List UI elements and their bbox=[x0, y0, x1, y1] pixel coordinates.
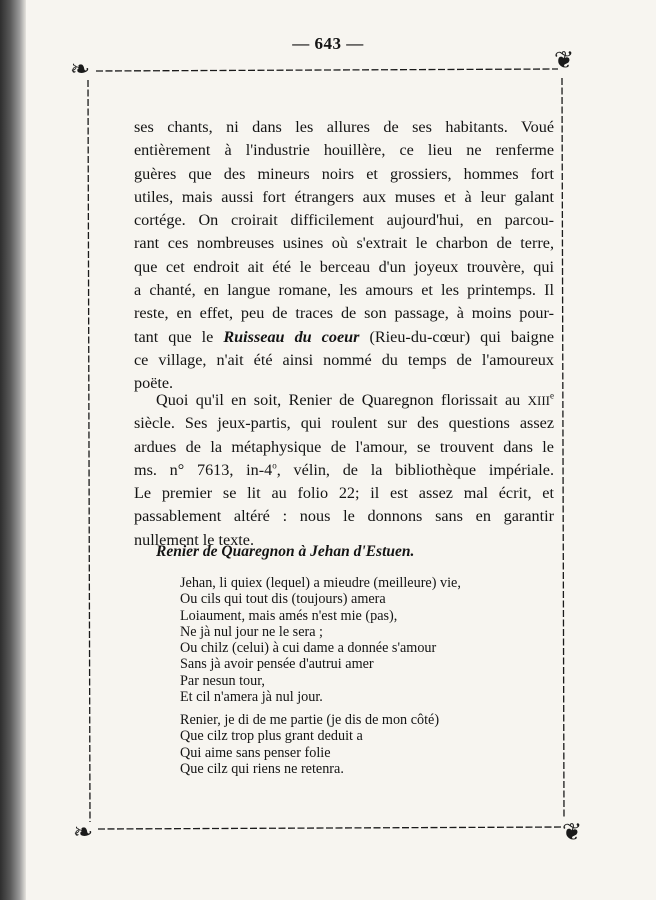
verse-line: Renier, je di de me partie (je dis de mon côté) bbox=[180, 712, 440, 728]
text-run: Quoi qu'il en soit, Renier de Quaregnon florissait au bbox=[156, 391, 528, 409]
paragraph-2-line: siècle. Ses jeux-partis, qui roulent sur des questions assez bbox=[134, 414, 554, 433]
paragraph-1-line: rant ces nombreuses usines où s'extrait le charbon de terre, bbox=[134, 234, 554, 253]
paragraph-2-line: nullement le texte. bbox=[134, 530, 255, 549]
paragraph-2-line: Le premier se lit au folio 22; il est assez mal écrit, et bbox=[134, 484, 554, 503]
verse-line: Sans jà avoir pensée d'autrui amer bbox=[180, 656, 374, 673]
poem-title: Renier de Quaregnon à Jehan d'Estuen. bbox=[156, 543, 415, 560]
paragraph-1-line: guères que des mineurs noirs et grossiers, hommes fort bbox=[134, 164, 554, 183]
frame-bottom-line bbox=[98, 827, 564, 829]
paragraph-1-line: poëte. bbox=[134, 374, 174, 393]
poem-stanza-2 bbox=[180, 712, 540, 777]
italic-place-name: Ruisseau du coeur bbox=[223, 327, 360, 346]
frame-top-line bbox=[96, 69, 558, 71]
paragraph-1-line: entièrement à l'industrie houillère, ce lieu ne renferme bbox=[134, 141, 554, 160]
verse-line: Par nesun tour, bbox=[180, 672, 265, 689]
verse-line: Jehan, li quiex (lequel) a mieudre (meilleure) vie, bbox=[180, 575, 461, 591]
verse-line: Et cil n'amera jà nul jour. bbox=[180, 689, 323, 706]
verse-line: Que cilz trop plus grant deduit a bbox=[180, 728, 363, 745]
ornament-top-right-icon: ❦ bbox=[554, 46, 575, 74]
paragraph-1-line: ses chants, ni dans les allures de ses habitants. Voué bbox=[134, 118, 554, 136]
verse-line: Ou cils qui tout dis (toujours) amera bbox=[180, 591, 386, 608]
century-numeral: XIII bbox=[527, 393, 550, 408]
superscript: o bbox=[272, 460, 277, 471]
ornament-top-left-icon: ❧ bbox=[70, 55, 91, 83]
frame-right-line bbox=[562, 78, 564, 818]
paragraph-1-line: a chanté, en langue romane, les amours et les printemps. Il bbox=[134, 281, 554, 300]
ornament-bottom-left-icon: ❧ bbox=[73, 818, 94, 846]
text-run: tant que le bbox=[134, 327, 224, 346]
paragraph-1-line bbox=[134, 326, 554, 349]
verse-line: Loiaument, mais amés n'est mie (pas), bbox=[180, 607, 398, 624]
paragraph-1-line: cortége. On croirait difficilement aujourd'hui, en parcou- bbox=[134, 211, 554, 230]
frame-left-line bbox=[88, 80, 90, 822]
text-run: ms. n° 7613, in-4 bbox=[134, 460, 273, 479]
paragraph-1-line: que cet endroit ait été le berceau d'un joyeux trouvère, qui bbox=[134, 257, 554, 276]
poem-stanza-1 bbox=[180, 575, 540, 705]
paragraph-2-line bbox=[134, 389, 554, 412]
paragraph-2-line: ardues de la métaphysique de l'amour, se trouvent dans le bbox=[134, 437, 554, 456]
verse-line: Ne jà nul jour ne le sera ; bbox=[180, 623, 324, 640]
verse-line: Ou chilz (celui) à cui dame a donnée s'amour bbox=[180, 640, 437, 657]
text-run: (Rieu-du-cœur) qui baigne bbox=[359, 327, 555, 346]
paragraph-2-line bbox=[134, 459, 554, 482]
paragraph-1-line: reste, en effet, peu de traces de son passage, à moins pour- bbox=[134, 304, 554, 323]
superscript: e bbox=[550, 390, 554, 401]
paragraph-2 bbox=[134, 389, 554, 552]
page-number: — 643 — bbox=[292, 34, 364, 53]
paragraph-2-line: passablement altéré : nous le donnons sans en garantir bbox=[134, 507, 554, 526]
paragraph-1-line: ce village, n'ait été ainsi nommé du temps de l'amoureux bbox=[134, 350, 554, 369]
paragraph-1 bbox=[134, 116, 554, 396]
verse-line: Qui aime sans penser folie bbox=[180, 744, 331, 761]
verse-line: Que cilz qui riens ne retenra. bbox=[180, 760, 344, 777]
text-run: , vélin, de la bibliothèque impériale. bbox=[276, 460, 554, 479]
paragraph-1-line: utiles, mais aussi fort étrangers aux muses et à leur galant bbox=[134, 187, 554, 206]
ornament-bottom-right-icon: ❦ bbox=[562, 818, 583, 846]
